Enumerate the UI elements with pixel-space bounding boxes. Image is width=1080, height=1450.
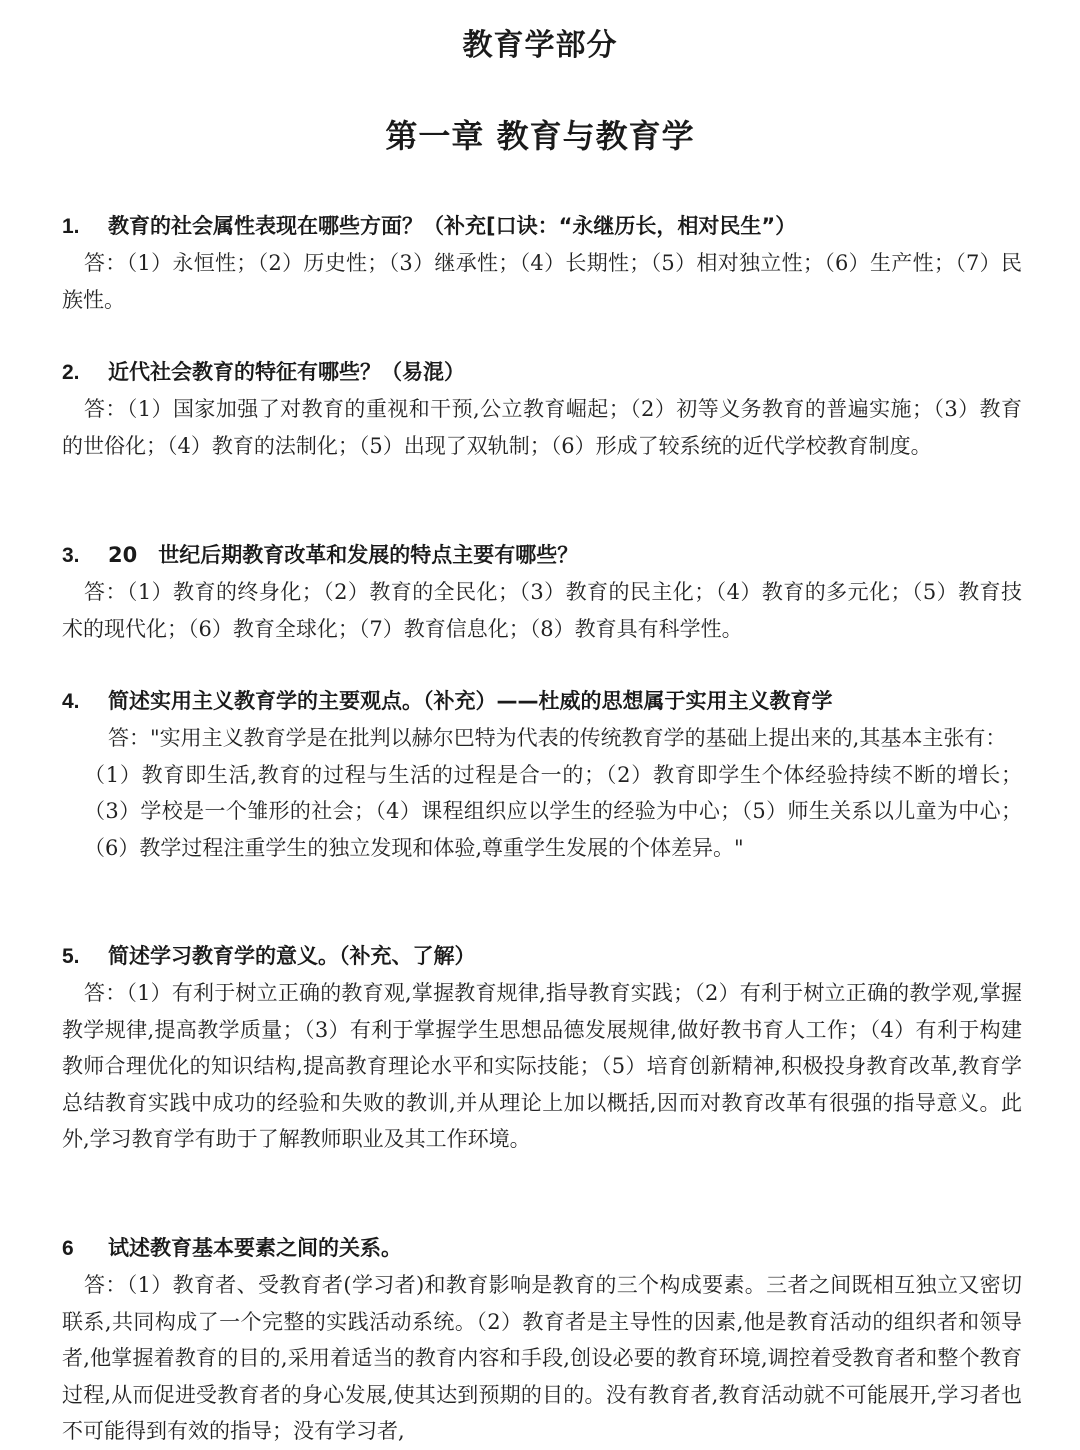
question-6 [62, 1230, 1022, 1450]
question-heading [62, 683, 1022, 720]
chapter-title: 第一章 教育与教育学 [385, 117, 695, 155]
question-number: 4. [62, 690, 80, 713]
question-heading [62, 537, 1022, 574]
question-title: 试述教育基本要素之间的关系。 [108, 1236, 402, 1260]
question-title: 简述学习教育学的意义。（补充、了解） [108, 944, 476, 968]
question-number: 2. [62, 361, 80, 384]
part-title: 教育学部分 [462, 28, 618, 63]
answer-text: 答：（1）教育的终身化；（2）教育的全民化；（3）教育的民主化；（4）教育的多元化；（5）教育技术的现代化；（6）教育全球化；（7）教育信息化；（8）教育具有科学性。 [62, 580, 1022, 641]
question-title: 简述实用主义教育学的主要观点。（补充）——杜威的思想属于实用主义教育学 [108, 689, 833, 713]
answer-detail-block [62, 757, 1022, 867]
question-title: 教育的社会属性表现在哪些方面？（补充[口诀：“永继历长，相对民生”） [108, 214, 797, 238]
question-number: 5. [62, 945, 80, 968]
question-heading [62, 1230, 1022, 1267]
question-title: 20 世纪后期教育改革和发展的特点主要有哪些？ [108, 543, 579, 567]
question-3 [62, 537, 1022, 647]
question-1 [62, 208, 1022, 318]
question-title: 近代社会教育的特征有哪些？（易混） [108, 360, 465, 384]
answer-detail-text: （1）教育即生活,教育的过程与生活的过程是合一的；（2）教育即学生个体经验持续不断的增长；（3）学校是一个雏形的社会；（4）课程组织应以学生的经验为中心；（5）师生关系以儿童为中心；（6）教学过程注重学生的独立发现和体验,尊重学生发展的个体差异。" [84, 762, 1022, 860]
question-heading [62, 208, 1022, 245]
answer-text: 答：（1）有利于树立正确的教育观,掌握教育规律,指导教育实践；（2）有利于树立正确的教学观,掌握教学规律,提高教学质量；（3）有利于掌握学生思想品德发展规律,做好教书育人工作；（4）有利于构建教师合理优化的知识结构,提高教育理论水平和实际技能；（5）培育创新精神,积极投身教育改革,教育学总结教育实践中成功的经验和失败的教训,并从理论上加以概括,因而对教育改革有很强的指导意义。此外,学习教育学有助于了解教师职业及其工作环境。 [62, 981, 1022, 1151]
question-5 [62, 938, 1022, 1158]
question-4 [62, 683, 1022, 866]
question-2 [62, 354, 1022, 464]
answer-text: 答：（1）教育者、受教育者(学习者)和教育影响是教育的三个构成要素。三者之间既相互独立又密切联系,共同构成了一个完整的实践活动系统。（2）教育者是主导性的因素,他是教育活动的组织者和领导者,他掌握着教育的目的,采用着适当的教育内容和手段,创设必要的教育环境,调控着受教育者和整个教育过程,从而促进受教育者的身心发展,使其达到预期的目的。没有教育者,教育活动就不可能展开,学习者也不可能得到有效的指导；没有学习者, [62, 1273, 1022, 1443]
question-heading [62, 938, 1022, 975]
question-number: 3. [62, 544, 80, 567]
question-number: 6 [62, 1237, 74, 1260]
answer-text: 答：（1）国家加强了对教育的重视和干预,公立教育崛起；（2）初等义务教育的普遍实施；（3）教育的世俗化；（4）教育的法制化；（5）出现了双轨制；（6）形成了较系统的近代学校教育制度。 [62, 397, 1022, 458]
question-heading [62, 354, 1022, 391]
question-number: 1. [62, 215, 80, 238]
answer-text: 答："实用主义教育学是在批判以赫尔巴特为代表的传统教育学的基础上提出来的,其基本主张有： [108, 726, 1007, 750]
answer-text: 答：（1）永恒性；（2）历史性；（3）继承性；（4）长期性；（5）相对独立性；（6）生产性；（7）民族性。 [62, 251, 1022, 312]
